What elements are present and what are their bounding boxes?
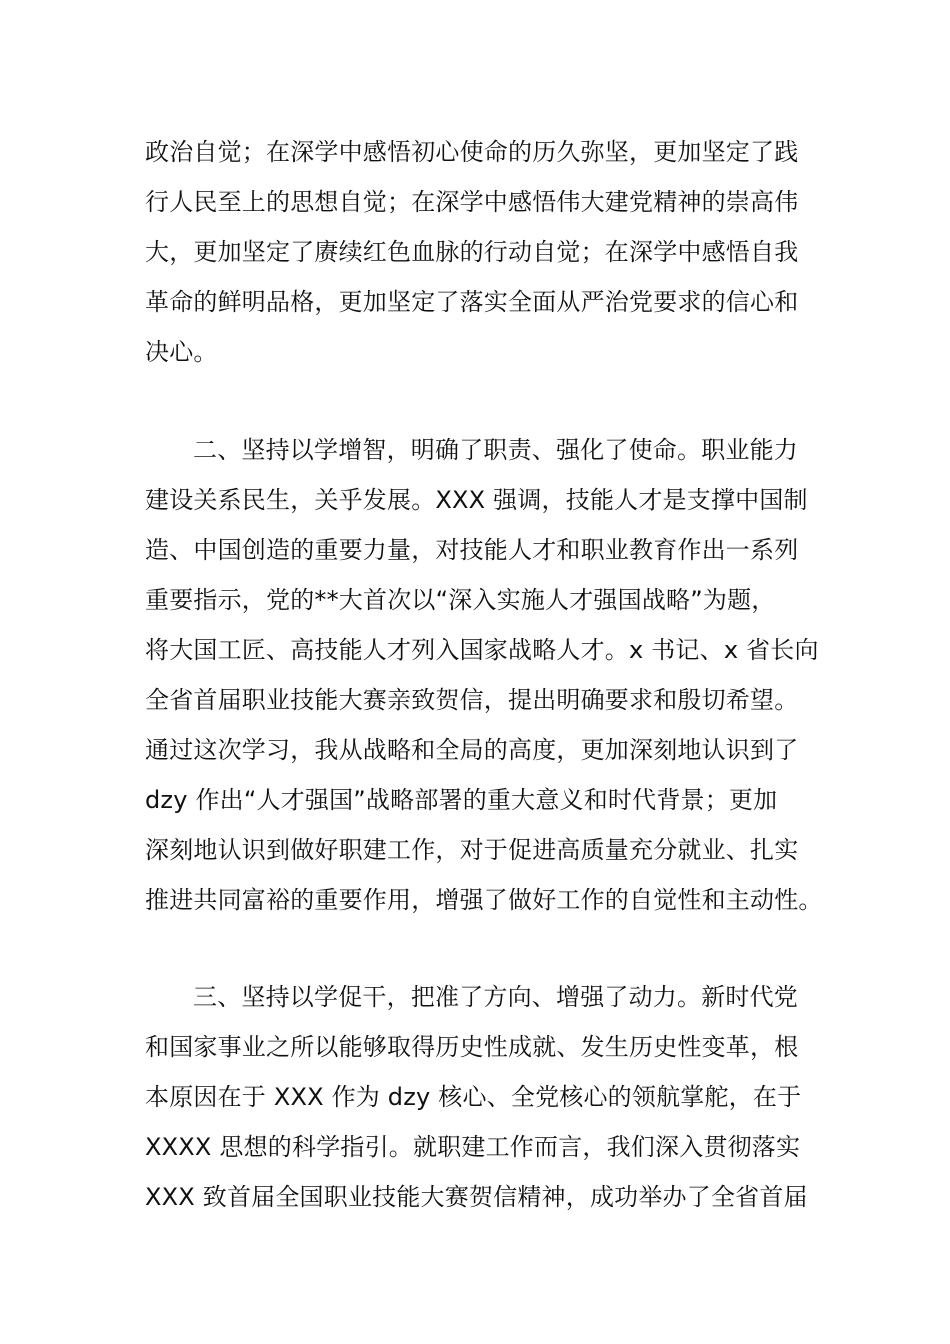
paragraph-2-line-8: dzy 作出“人才强国”战略部署的重大意义和时代背景；更加 — [145, 786, 778, 814]
paragraph-3-line-4: XXXX 思想的科学指引。就职建工作而言，我们深入贯彻落实 — [145, 1133, 801, 1161]
paragraph-3-line-5: XXX 致首届全国职业技能大赛贺信精神，成功举办了全省首届 — [145, 1183, 808, 1211]
paragraph-2-line-3: 造、中国创造的重要力量，对技能人才和职业教育作出一系列 — [145, 536, 799, 564]
paragraph-2-line-1: 二、坚持以学增智，明确了职责、强化了使命。职业能力 — [193, 436, 798, 464]
paragraph-1-line-5: 决心。 — [145, 338, 218, 366]
paragraph-1-line-4: 革命的鲜明品格，更加坚定了落实全面从严治党要求的信心和 — [145, 288, 799, 316]
paragraph-2-line-4: 重要指示，党的**大首次以“深入实施人才强国战略”为题， — [145, 586, 776, 614]
paragraph-2-line-5: 将大国工匠、高技能人才列入国家战略人才。x 书记、x 省长向 — [145, 636, 819, 664]
paragraph-2-line-10: 推进共同富裕的重要作用，增强了做好工作的自觉性和主动性。 — [145, 886, 823, 914]
paragraph-1-line-3: 大，更加坚定了赓续红色血脉的行动自觉；在深学中感悟自我 — [145, 238, 799, 266]
paragraph-2-line-7: 通过这次学习，我从战略和全局的高度，更加深刻地认识到了 — [145, 736, 799, 764]
paragraph-2-line-2: 建设关系民生，关乎发展。XXX 强调，技能人才是支撑中国制 — [145, 486, 808, 514]
paragraph-3-line-1: 三、坚持以学促干，把准了方向、增强了动力。新时代党 — [193, 983, 798, 1011]
paragraph-2-line-6: 全省首届职业技能大赛亲致贺信，提出明确要求和殷切希望。 — [145, 686, 799, 714]
paragraph-1-line-1: 政治自觉；在深学中感悟初心使命的历久弥坚，更加坚定了践 — [145, 138, 799, 166]
paragraph-3-line-2: 和国家事业之所以能够取得历史性成就、发生历史性变革，根 — [145, 1033, 799, 1061]
paragraph-2-line-9: 深刻地认识到做好职建工作，对于促进高质量充分就业、扎实 — [145, 836, 799, 864]
paragraph-3-line-3: 本原因在于 XXX 作为 dzy 核心、全党核心的领航掌舵，在于 — [145, 1083, 802, 1111]
paragraph-1-line-2: 行人民至上的思想自觉；在深学中感悟伟大建党精神的崇高伟 — [145, 188, 799, 216]
